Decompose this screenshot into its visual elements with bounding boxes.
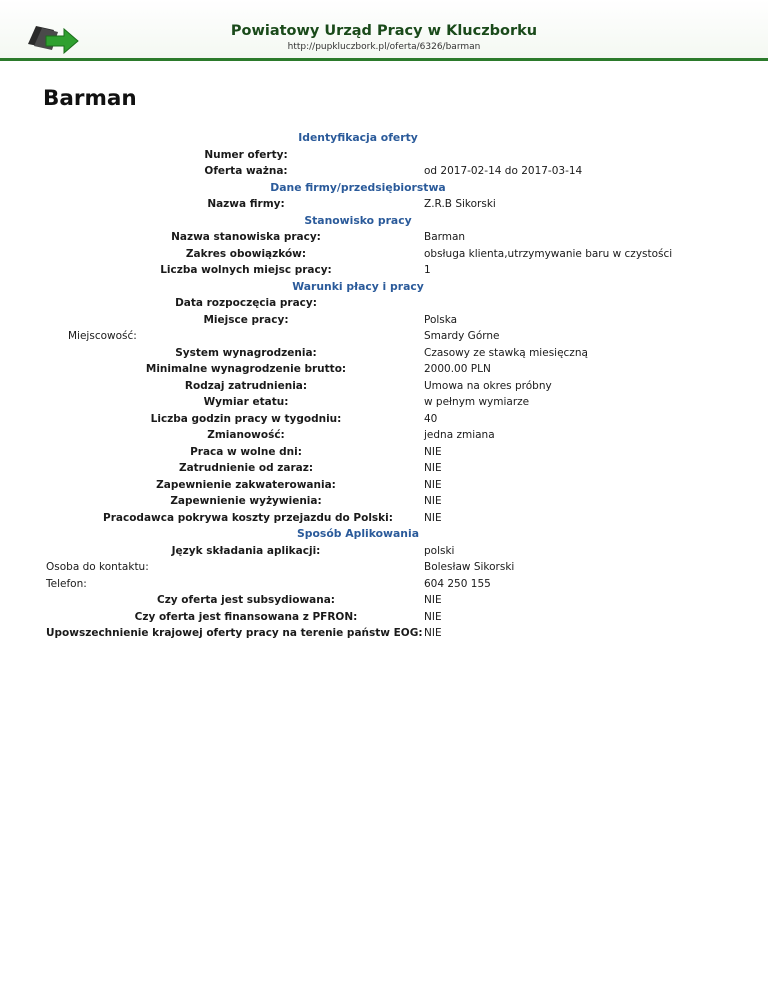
- field-value: NIE: [424, 610, 442, 623]
- field-label: Miejsce pracy:: [203, 313, 289, 326]
- field-label: Telefon:: [46, 577, 87, 590]
- field-value: NIE: [424, 495, 442, 507]
- field-value: NIE: [424, 462, 442, 474]
- job-offer-details: [0, 130, 768, 642]
- field-row: [0, 196, 768, 213]
- field-row: [0, 345, 768, 362]
- field-label: Nazwa firmy:: [207, 198, 285, 210]
- section-row: [0, 526, 768, 543]
- field-label: Zapewnienie zakwaterowania:: [156, 478, 336, 491]
- site-title: Powiatowy Urząd Pracy w Kluczborku: [230, 23, 538, 39]
- field-label: Oferta ważna:: [204, 165, 288, 177]
- field-label: Data rozpoczęcia pracy:: [175, 297, 317, 309]
- field-row: [0, 493, 768, 510]
- field-label: Zakres obowiązków:: [185, 247, 307, 260]
- field-value: Czasowy ze stawką miesięczną: [424, 346, 588, 359]
- field-row: [0, 361, 768, 378]
- section-heading-stanowisko: Stanowisko pracy: [304, 213, 412, 227]
- field-row: [0, 592, 768, 609]
- field-row: [0, 295, 768, 312]
- field-value: jedna zmiana: [424, 429, 495, 441]
- site-header: [0, 0, 768, 61]
- field-label: Minimalne wynagrodzenie brutto:: [145, 363, 347, 375]
- field-value: NIE: [424, 511, 442, 524]
- field-row: [0, 411, 768, 428]
- field-row: [0, 510, 768, 527]
- field-label: Liczba wolnych miejsc pracy:: [160, 264, 332, 276]
- field-row: [0, 394, 768, 411]
- field-value: 604 250 155: [424, 577, 491, 590]
- field-row: [0, 229, 768, 246]
- field-label: Zapewnienie wyżywienia:: [170, 495, 322, 507]
- field-label: Upowszechnienie krajowej oferty pracy na terenie państw EOG:: [46, 627, 423, 639]
- field-label: Miejscowość:: [68, 330, 137, 342]
- field-row: [0, 262, 768, 279]
- field-label: System wynagrodzenia:: [175, 346, 317, 359]
- field-label: Liczba godzin pracy w tygodniu:: [150, 412, 342, 425]
- field-label: Czy oferta jest subsydiowana:: [156, 594, 335, 606]
- page-title: Barman: [43, 86, 137, 111]
- section-row: [0, 279, 768, 296]
- field-row: [0, 543, 768, 560]
- field-value: 2000.00 PLN: [424, 363, 491, 375]
- field-value: NIE: [424, 594, 442, 606]
- field-label: Język składania aplikacji:: [171, 544, 321, 557]
- field-row: [0, 625, 768, 642]
- field-label: Nazwa stanowiska pracy:: [171, 231, 321, 243]
- field-label: Zmianowość:: [207, 429, 285, 441]
- field-value: Umowa na okres próbny: [424, 379, 552, 392]
- field-row: [0, 328, 768, 345]
- field-value: 1: [424, 264, 431, 276]
- field-label: Czy oferta jest finansowana z PFRON:: [134, 610, 358, 623]
- section-heading-firma: Dane firmy/przedsiębiorstwa: [270, 180, 446, 194]
- field-value: Bolesław Sikorski: [424, 561, 515, 573]
- field-value: NIE: [424, 445, 442, 458]
- field-row: [0, 312, 768, 329]
- field-row: [0, 378, 768, 395]
- field-value: NIE: [424, 627, 442, 639]
- section-row: [0, 180, 768, 197]
- field-value: obsługa klienta,utrzymywanie baru w czystości: [424, 247, 673, 260]
- field-row: [0, 444, 768, 461]
- field-label: Numer oferty:: [204, 148, 288, 161]
- field-label: Osoba do kontaktu:: [46, 561, 149, 573]
- field-value: Smardy Górne: [424, 330, 500, 342]
- section-heading-aplikowanie: Sposób Aplikowania: [297, 527, 419, 540]
- field-label: Praca w wolne dni:: [190, 445, 302, 458]
- field-value: 40: [424, 412, 438, 425]
- field-value: polski: [424, 544, 455, 557]
- field-value: Barman: [424, 231, 466, 243]
- field-row: [0, 576, 768, 593]
- field-value: Polska: [424, 313, 458, 326]
- field-label: Pracodawca pokrywa koszty przejazdu do Polski:: [103, 511, 393, 524]
- field-row: [0, 147, 768, 164]
- field-row: [0, 477, 768, 494]
- field-label: Zatrudnienie od zaraz:: [178, 462, 314, 474]
- site-url[interactable]: http://pupkluczbork.pl/oferta/6326/barman: [287, 42, 481, 52]
- field-row: [0, 460, 768, 477]
- field-label: Rodzaj zatrudnienia:: [184, 379, 308, 392]
- field-value: w pełnym wymiarze: [424, 396, 530, 408]
- field-row: [0, 427, 768, 444]
- section-heading-identyfikacja: Identyfikacja oferty: [298, 131, 418, 144]
- section-heading-warunki: Warunki płacy i pracy: [292, 279, 424, 293]
- field-row: [0, 609, 768, 626]
- field-row: [0, 163, 768, 180]
- field-value: Z.R.B Sikorski: [424, 198, 496, 210]
- section-row: [0, 130, 768, 147]
- field-row: [0, 559, 768, 576]
- section-row: [0, 213, 768, 230]
- field-value: NIE: [424, 478, 442, 491]
- field-row: [0, 246, 768, 263]
- field-value: od 2017-02-14 do 2017-03-14: [424, 165, 583, 177]
- field-label: Wymiar etatu:: [203, 396, 289, 408]
